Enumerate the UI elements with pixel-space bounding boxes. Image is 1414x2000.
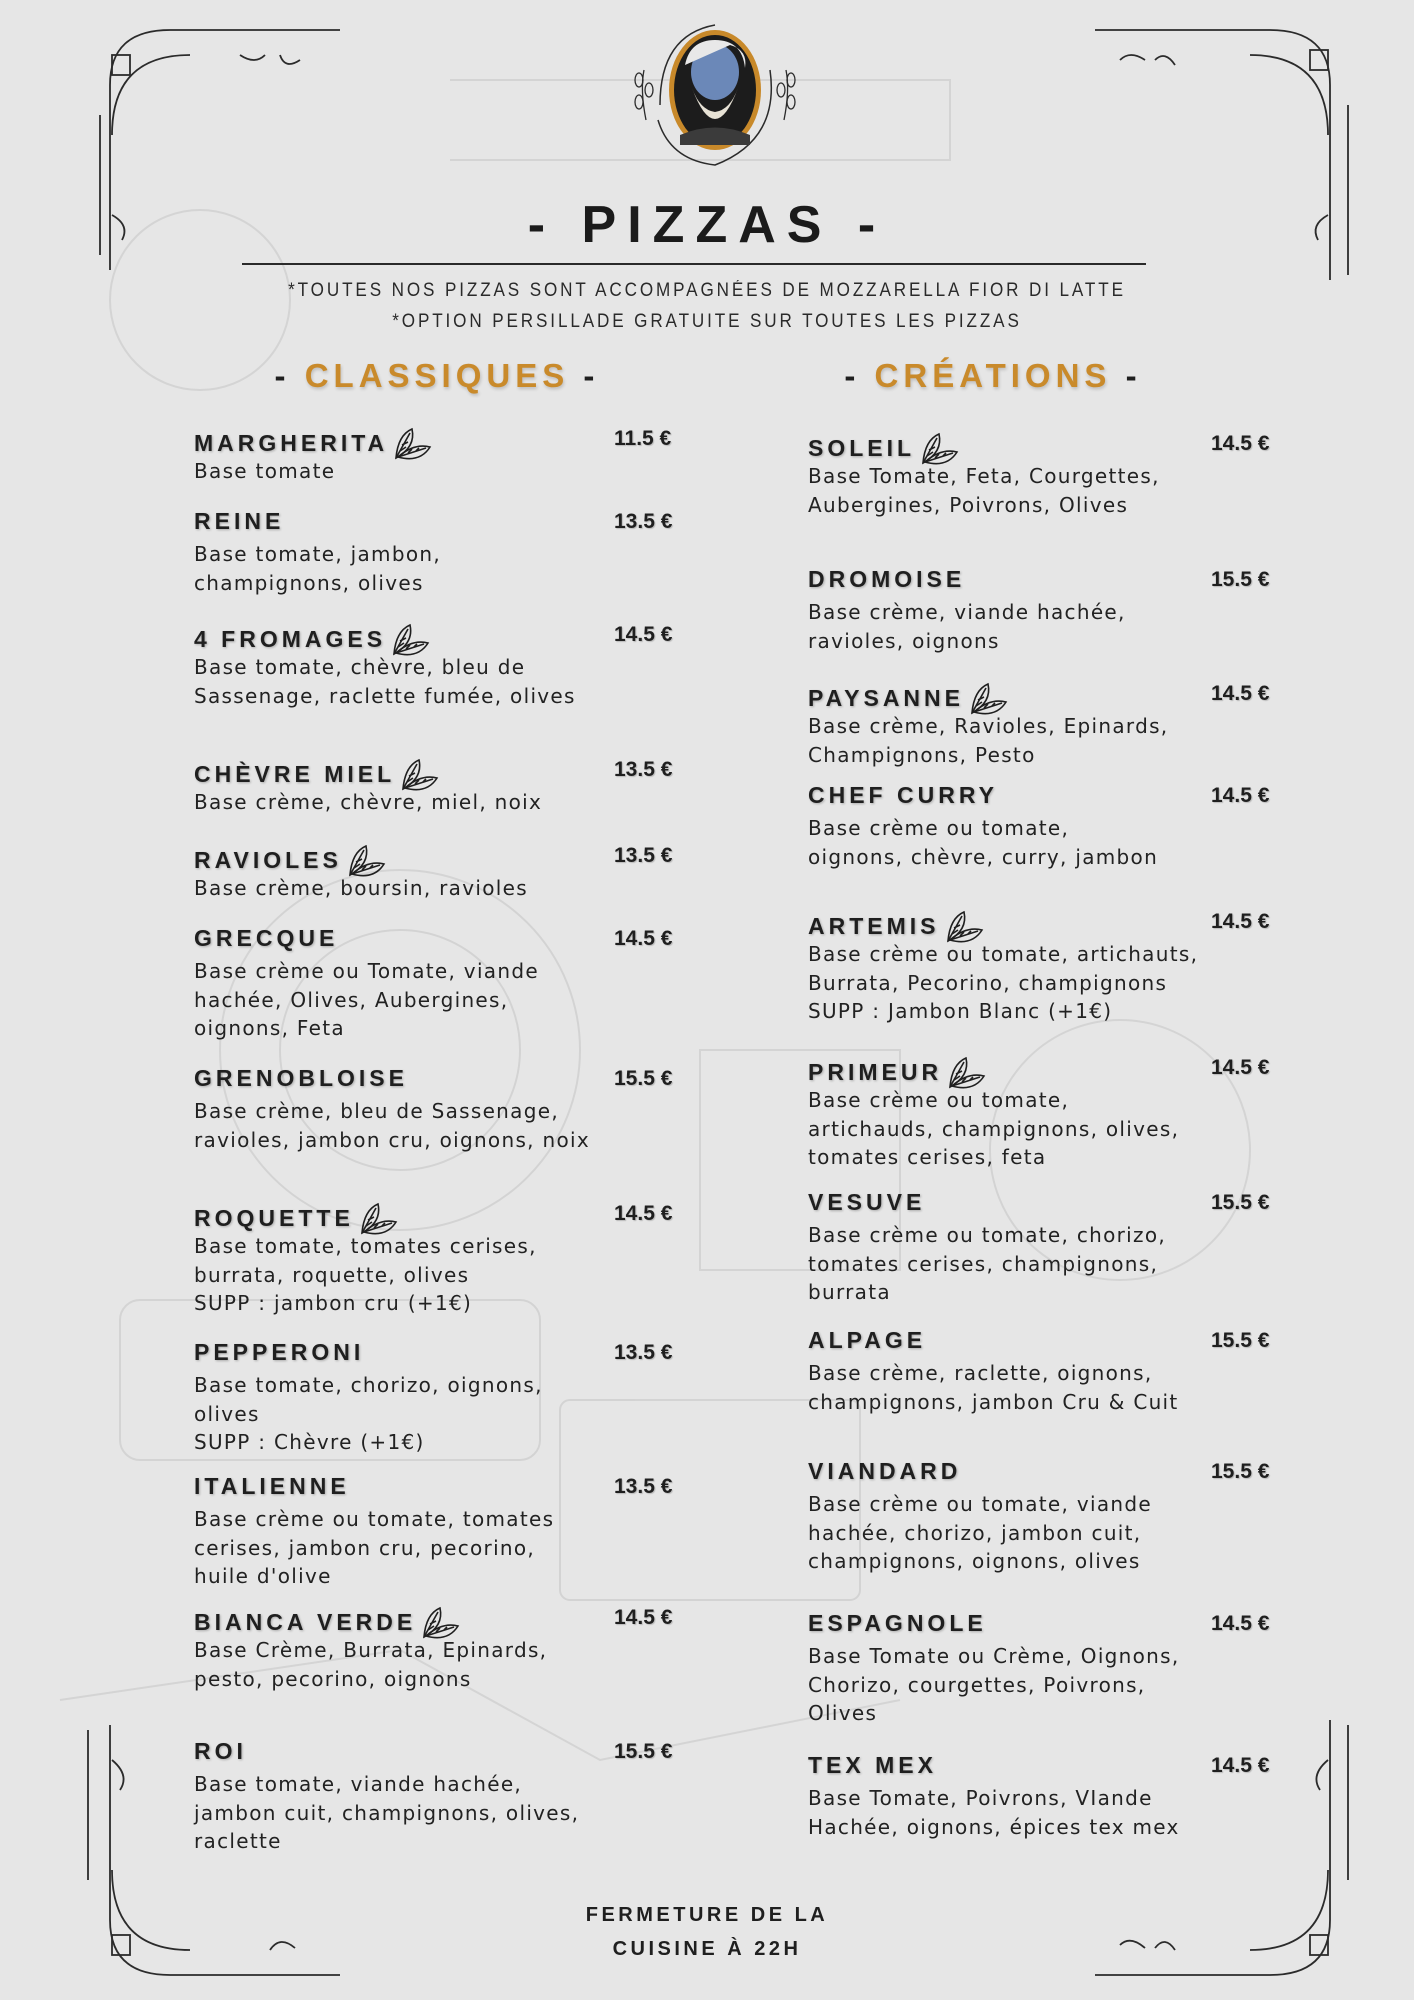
menu-item-name: VIANDARD: [808, 1458, 962, 1484]
menu-item-price: 14.5 €: [1211, 1056, 1270, 1079]
menu-item-name: ROQUETTE: [194, 1204, 354, 1231]
menu-item-price: 15.5 €: [1211, 1191, 1270, 1214]
menu-item-name: ALPAGE: [808, 1327, 927, 1353]
menu-item-description: Base crème, viande hachée, ravioles, oignons: [808, 600, 1126, 653]
vegetarian-leaf-icon: [358, 1200, 398, 1236]
menu-item-description: Base crème ou tomate, oignons, chèvre, curry, jambon: [808, 816, 1159, 869]
menu-item-name: RAVIOLES: [194, 846, 342, 873]
menu-item-description: Base crème ou tomate, tomates cerises, jambon cru, pecorino, huile d'olive: [194, 1507, 555, 1588]
menu-item-price: 14.5 €: [1211, 1612, 1270, 1635]
menu-item-name: TEX MEX: [808, 1752, 937, 1778]
menu-item-name: REINE: [194, 508, 285, 534]
menu-item-description: Base crème ou tomate, viande hachée, chorizo, jambon cuit, champignons, oignons, olives: [808, 1492, 1152, 1573]
menu-item: [808, 1054, 1288, 1172]
menu-item-name: CHEF CURRY: [808, 782, 998, 808]
menu-item-description: Base crème, boursin, ravioles: [194, 876, 528, 900]
vegetarian-leaf-icon: [968, 680, 1008, 716]
menu-item-price: 13.5 €: [614, 1341, 673, 1364]
menu-item: [808, 1752, 1288, 1841]
menu-item: [194, 1200, 674, 1318]
menu-item-name: ARTEMIS: [808, 912, 940, 939]
menu-item-price: 13.5 €: [614, 1475, 673, 1498]
menu-item-description: Base tomate, tomates cerises, burrata, roquette, olives SUPP : jambon cru (+1€): [194, 1234, 537, 1315]
menu-item-name: VESUVE: [808, 1189, 926, 1215]
menu-item-price: 14.5 €: [1211, 1754, 1270, 1777]
closing-time-note: [0, 1898, 1414, 1966]
menu-item-price: 11.5 €: [614, 427, 672, 450]
menu-item-price: 14.5 €: [1211, 432, 1270, 455]
portrait-logo: [630, 10, 800, 170]
menu-item: [194, 1604, 674, 1693]
menu-item-description: Base tomate, chèvre, bleu de Sassenage, raclette fumée, olives: [194, 655, 576, 708]
closing-time-line-1: FERMETURE DE LA: [585, 1904, 829, 1926]
menu-item-description: Base Tomate ou Crème, Oignons, Chorizo, courgettes, Poivrons, Olives: [808, 1644, 1180, 1725]
menu-item: [808, 1189, 1288, 1307]
note-mozzarella: *TOUTES NOS PIZZAS SONT ACCOMPAGNÉES DE MOZZARELLA FIOR DI LATTE: [288, 280, 1126, 301]
menu-item: [194, 756, 674, 817]
menu-item: [194, 425, 674, 486]
menu-item-name: PRIMEUR: [808, 1058, 943, 1085]
menu-item-description: Base Crème, Burrata, Epinards, pesto, pecorino, oignons: [194, 1638, 548, 1691]
vegetarian-leaf-icon: [946, 1054, 986, 1090]
menu-item-description: Base crème, Ravioles, Epinards, Champignons, Pesto: [808, 714, 1169, 767]
menu-item: [194, 1473, 674, 1591]
vegetarian-leaf-icon: [346, 842, 386, 878]
menu-item-price: 15.5 €: [1211, 1460, 1270, 1483]
menu-item-description: Base crème ou Tomate, viande hachée, Olives, Aubergines, oignons, Feta: [194, 959, 539, 1040]
menu-item: [194, 1065, 674, 1154]
vegetarian-leaf-icon: [399, 756, 439, 792]
menu-item-price: 13.5 €: [614, 758, 673, 781]
menu-item: [194, 621, 674, 710]
menu-item-price: 14.5 €: [614, 1606, 673, 1629]
menu-item: [194, 842, 674, 903]
menu-item-name: BIANCA VERDE: [194, 1608, 417, 1635]
menu-item-description: Base Tomate, Feta, Courgettes, Aubergines, Poivrons, Olives: [808, 464, 1160, 517]
menu-item-name: ITALIENNE: [194, 1473, 350, 1499]
menu-item-name: GRECQUE: [194, 925, 339, 951]
menu-item-description: Base crème ou tomate, artichauds, champignons, olives, tomates cerises, feta: [808, 1088, 1180, 1169]
vegetarian-leaf-icon: [420, 1604, 460, 1640]
menu-item-description: Base tomate: [194, 459, 336, 483]
menu-item-price: 15.5 €: [1211, 568, 1270, 591]
menu-item-name: PAYSANNE: [808, 684, 964, 711]
menu-item-description: Base tomate, jambon, champignons, olives: [194, 542, 441, 595]
menu-item-description: Base tomate, viande hachée, jambon cuit, champignons, olives, raclette: [194, 1772, 580, 1853]
menu-item: [808, 782, 1288, 871]
menu-item-description: Base crème, chèvre, miel, noix: [194, 790, 543, 814]
menu-item: [808, 1327, 1288, 1416]
menu-item: [194, 1738, 674, 1856]
menu-item-price: 14.5 €: [1211, 682, 1270, 705]
menu-item: [808, 908, 1288, 1026]
section-title-classiques: - CLASSIQUES -: [274, 357, 600, 394]
menu-item-name: ESPAGNOLE: [808, 1610, 987, 1636]
menu-item: [808, 566, 1288, 655]
section-title-classiques-label: CLASSIQUES: [304, 357, 570, 394]
menu-item-name: 4 FROMAGES: [194, 625, 387, 652]
menu-item: [194, 508, 674, 597]
menu-item-price: 14.5 €: [614, 1202, 673, 1225]
menu-item: [808, 680, 1288, 769]
menu-item-price: 15.5 €: [1211, 1329, 1270, 1352]
menu-item-price: 13.5 €: [614, 510, 673, 533]
menu-item-price: 14.5 €: [1211, 910, 1270, 933]
menu-item-name: GRENOBLOISE: [194, 1065, 408, 1091]
menu-item-price: 14.5 €: [614, 623, 673, 646]
menu-item-description: Base crème ou tomate, chorizo, tomates cerises, champignons, burrata: [808, 1223, 1167, 1304]
page-title: - PIZZAS -: [527, 196, 887, 254]
vegetarian-leaf-icon: [392, 425, 432, 461]
menu-item-price: 14.5 €: [1211, 784, 1270, 807]
menu-item-price: 15.5 €: [614, 1740, 673, 1763]
menu-item-name: DROMOISE: [808, 566, 966, 592]
menu-item-name: ROI: [194, 1738, 247, 1764]
menu-item-price: 13.5 €: [614, 844, 673, 867]
menu-item: [194, 925, 674, 1043]
section-title-creations: - CRÉATIONS -: [844, 357, 1142, 394]
menu-item-description: Base Tomate, Poivrons, VIande Hachée, oignons, épices tex mex: [808, 1786, 1180, 1839]
menu-item: [808, 1458, 1288, 1576]
title-divider: [242, 263, 1146, 265]
menu-item-price: 14.5 €: [614, 927, 673, 950]
menu-item-description: Base crème ou tomate, artichauts, Burrata, Pecorino, champignons SUPP : Jambon Blanc (+1€): [808, 942, 1199, 1023]
menu-item-description: Base crème, bleu de Sassenage, ravioles, jambon cru, oignons, noix: [194, 1099, 590, 1152]
closing-time-line-2: CUISINE À 22H: [612, 1938, 802, 1960]
vegetarian-leaf-icon: [919, 430, 959, 466]
menu-item: [808, 430, 1288, 519]
menu-item: [808, 1610, 1288, 1728]
vegetarian-leaf-icon: [944, 908, 984, 944]
menu-item-name: SOLEIL: [808, 434, 916, 461]
section-title-creations-label: CRÉATIONS: [874, 357, 1112, 394]
menu-item-description: Base tomate, chorizo, oignons, olives SUPP : Chèvre (+1€): [194, 1373, 543, 1454]
note-persillade: *OPTION PERSILLADE GRATUITE SUR TOUTES LES PIZZAS: [392, 311, 1022, 332]
menu-item-name: MARGHERITA: [194, 429, 389, 456]
menu-item-price: 15.5 €: [614, 1067, 673, 1090]
menu-item-name: PEPPERONI: [194, 1339, 365, 1365]
menu-item-description: Base crème, raclette, oignons, champignons, jambon Cru & Cuit: [808, 1361, 1179, 1414]
menu-item: [194, 1339, 674, 1457]
menu-item-name: CHÈVRE MIEL: [194, 760, 396, 787]
vegetarian-leaf-icon: [390, 621, 430, 657]
